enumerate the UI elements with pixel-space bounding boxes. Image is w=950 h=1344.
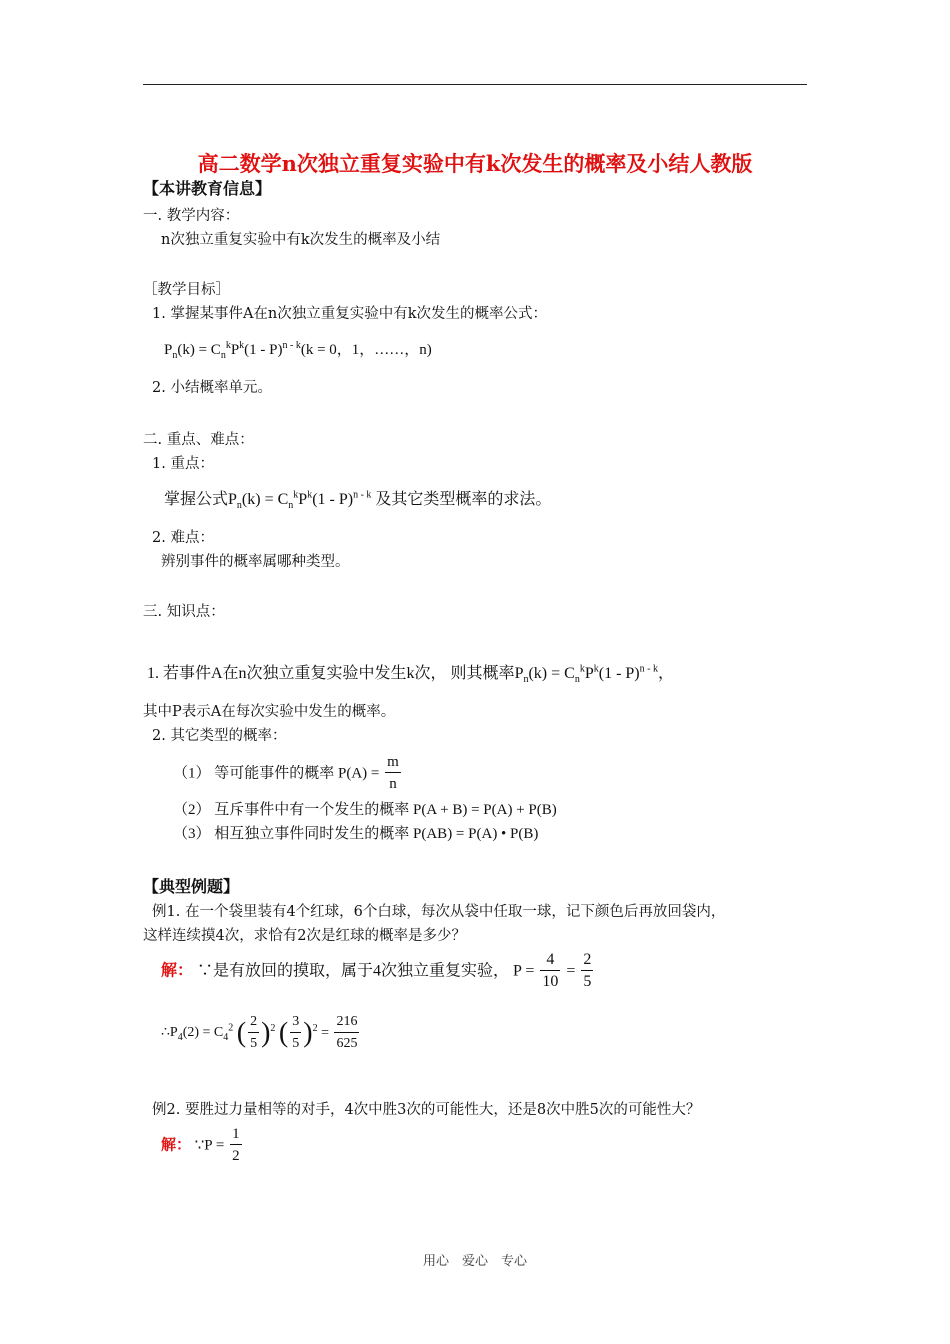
key-2-text: 辨别事件的概率属哪种类型。 — [161, 554, 350, 570]
prob-item-2: （2） 互斥事件中有一个发生的概率 P(A + B) = P(A) + P(B) — [173, 802, 557, 818]
section-info-heading: 【本讲教育信息】 — [143, 179, 272, 198]
goal-1: 1. 掌握某事件A在n次独立重复实验中有k次发生的概率公式： — [152, 306, 548, 322]
goal-2: 2. 小结概率单元。 — [152, 380, 272, 396]
knowledge-1-note: 其中P表示A在每次实验中发生的概率。 — [143, 704, 396, 720]
example-1-line-1: 例1. 在一个袋里装有4个红球，6个白球，每次从袋中任取一球，记下颜色后再放回袋内， — [152, 904, 726, 920]
key-heading: 二. 重点、难点： — [143, 432, 254, 448]
example-1-result: $\therefore P_4(2) = C_4^2$ ( $\frac{2}{5}$ )$^2$ ( $\frac{3}{5}$ )$^2$ = $\frac{216}{625}$ — [161, 1012, 361, 1055]
prob-item-3: （3） 相互独立事件同时发生的概率 P(AB) = P(A) • P(B) — [173, 826, 539, 842]
prob-item-1-label: （1） 等可能事件的概率 — [173, 765, 335, 782]
examples-heading: 【典型例题】 — [143, 877, 240, 896]
example-1-line-2: 这样连续摸4次，求恰有2次是红球的概率是多少？ — [143, 928, 466, 944]
knowledge-1-prefix: 1. 若事件A在n次独立重复实验中发生k次， 则其概率 — [147, 665, 515, 682]
fraction-2-over-5: $\frac{2}{5}$ — [583, 951, 592, 990]
key-1-prefix: 掌握公式 — [164, 491, 229, 508]
key-1-line: 掌握公式$P_n(k) = C_n^kP^k(1 - P)^{n - k}$ 及其它类型概率的求法。 — [164, 489, 552, 512]
key-1-suffix: 及其它类型概率的求法。 — [375, 491, 552, 508]
fraction-4-over-10: $\frac{4}{10}$ — [542, 951, 559, 990]
fraction-2-over-5-b: $\frac{2}{5}$ — [250, 1014, 258, 1051]
knowledge-1-line: 1. 若事件A在n次独立重复实验中发生k次， 则其概率$P_n(k) = C_n^kP^k(1 - P)^{n - k}$， — [147, 663, 674, 686]
prob-item-1: （1） 等可能事件的概率 P(A) = $\frac{m}{n}$ — [173, 752, 403, 795]
prob-item-2-label: （2） 互斥事件中有一个发生的概率 — [173, 802, 410, 818]
fraction-1-over-2: $\frac{1}{2}$ — [232, 1126, 240, 1164]
example-2-solution: 解： ∵P = $\frac{1}{2}$ — [161, 1124, 244, 1167]
example-1-solution-text: ∵是有放回的摸取，属于4次独立重复实验， — [197, 962, 510, 980]
goal-heading: ［教学目标］ — [143, 282, 230, 298]
formula-binomial: $P_n(k) = C_n^kP^k(1 - P)^{n - k}(k = 0$，1，……，n) — [164, 340, 432, 361]
knowledge-2-heading: 2. 其它类型的概率： — [152, 728, 287, 744]
fraction-216-over-625: $\frac{216}{625}$ — [336, 1014, 358, 1051]
page-footer: 用心 爱心 专心 — [422, 1254, 527, 1269]
key-1-label: 1. 重点： — [152, 456, 214, 472]
solution-label: 解： — [161, 962, 194, 980]
fraction-m-over-n: $\frac{m}{n}$ — [387, 754, 399, 792]
prob-item-3-label: （3） 相互独立事件同时发生的概率 — [173, 826, 410, 842]
example-1-solution: 解： ∵是有放回的摸取，属于4次独立重复实验， P = $\frac{4}{10}$ = $\frac{2}{5}$ — [161, 950, 595, 993]
key-2-label: 2. 难点： — [152, 530, 214, 546]
content-heading: 一. 教学内容： — [143, 208, 240, 224]
knowledge-heading: 三. 知识点： — [143, 604, 225, 620]
example-2-line: 例2. 要胜过力量相等的对手，4次中胜3次的可能性大，还是8次中胜5次的可能性大？ — [152, 1102, 701, 1118]
header-rule — [143, 84, 807, 85]
fraction-3-over-5: $\frac{3}{5}$ — [292, 1014, 300, 1051]
content-text: n次独立重复实验中有k次发生的概率及小结 — [161, 232, 441, 248]
document-title: 高二数学n次独立重复实验中有k次发生的概率及小结人教版 — [197, 151, 753, 176]
solution-label-2: 解： — [161, 1137, 192, 1154]
